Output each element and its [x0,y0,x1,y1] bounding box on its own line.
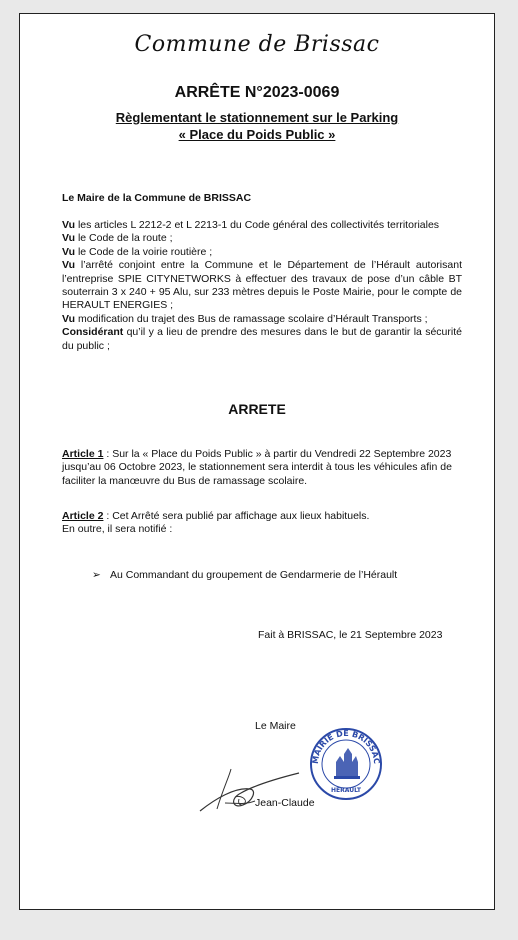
notify-list-item [92,569,397,581]
arrete-subtitle [20,109,494,143]
article-1-text: : Sur la « Place du Poids Public » à partir du Vendredi 22 Septembre 2023 jusqu’au 06 Octobre 2023, le stationnement sera interdit à tous les véhicules afin de faciliter la manœuvre du Bus de ramassage scolaire. [62,448,452,487]
vu-item: Vu l’arrêté conjoint entre la Commune et le Département de l’Hérault autorisant l’entreprise SPIE CITYNETWORKS à effectuer des travaux de pose d’un câble BT souterrain 3 x 240 + 95 Alu, sur 233 mètres depuis le Poste Mairie, pour le compte de HERAULT ENERGIES ; [62,259,462,312]
vu-item: Vu modification du trajet des Bus de ramassage scolaire d’Hérault Transports ; [62,312,428,325]
handwritten-signature [195,759,305,819]
subtitle-line-2: « Place du Poids Public » [178,127,336,142]
article-1 [62,448,462,488]
mairie-stamp [308,726,384,802]
article-2-label: Article 2 [62,510,104,522]
article-2-text: : Cet Arrêté sera publié par affichage aux lieux habituels. [103,510,370,522]
article-2-notification: En outre, il sera notifié : [62,523,173,536]
article-1-label: Article 1 [62,448,104,460]
signatory-title: Le Maire [255,720,296,732]
article-2 [62,510,462,537]
vu-item: Vu les articles L 2212-2 et L 2213-1 du Code général des collectivités territoriales [62,219,440,231]
notify-item-text: Au Commandant du groupement de Gendarmerie de l’Hérault [110,569,398,581]
commune-header: Commune de Brissac [134,32,380,57]
signatory-name: Jean-Claude [255,797,315,809]
arrow-bullet-icon: ➢ [92,569,101,581]
stamp-text: MAIRIE DE BRISSAC [310,728,382,765]
considerant-item: Considérant qu’il y a lieu de prendre des mesures dans le but de garantir la sécurité du public ; [62,326,462,352]
vu-item: Vu le Code de la route ; [62,232,173,245]
vu-list [62,219,462,353]
fait-a-line: Fait à BRISSAC, le 21 Septembre 2023 [258,629,443,641]
subtitle-line-1: Règlementant le stationnement sur le Parking [115,110,399,125]
vu-item: Vu le Code de la voirie routière ; [62,245,213,258]
arrete-heading: ARRETE [228,401,286,417]
stamp-bottom-text: HERAULT [331,787,361,794]
document-page [19,13,495,910]
maire-title: Le Maire de la Commune de BRISSAC [62,192,252,204]
arrete-number: ARRÊTE N°2023-0069 [174,84,340,101]
